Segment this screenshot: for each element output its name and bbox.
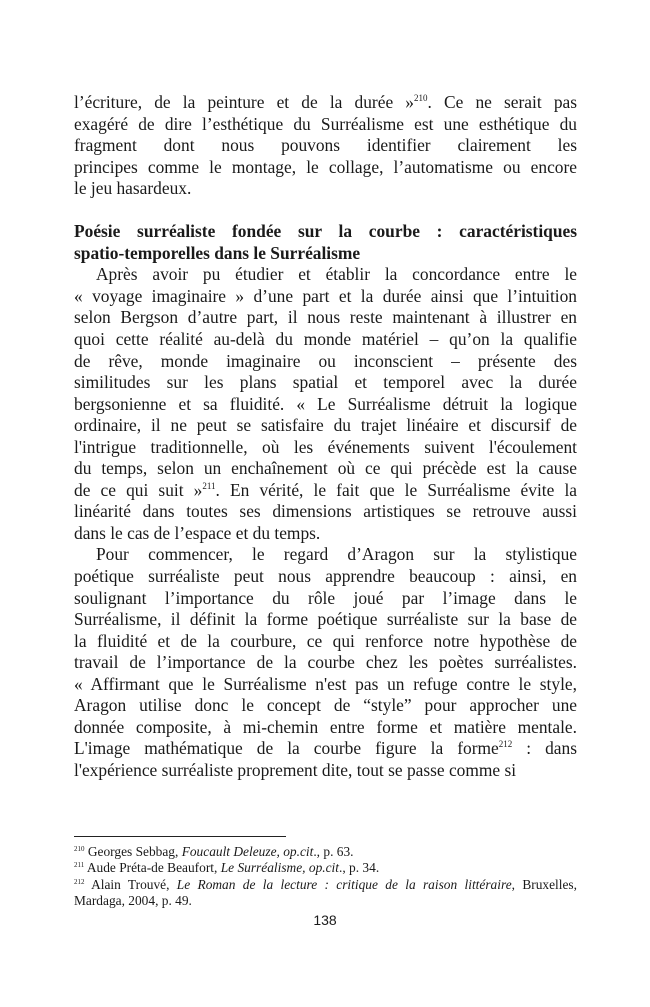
- footnote-ref[interactable]: 210: [414, 93, 428, 103]
- text-line: [74, 458, 577, 480]
- text-line: [74, 329, 577, 351]
- text-run: l'expérience surréaliste proprement dite, tout se passe comme si: [74, 759, 517, 780]
- text-run: . Ce ne serait pas: [427, 92, 577, 112]
- footnote-line: [74, 844, 577, 860]
- text-run: Mardaga, 2004, p. 49.: [74, 893, 192, 909]
- text-line: [74, 372, 577, 394]
- text-run: Alain Trouvé,: [84, 876, 177, 892]
- text-run: du temps, selon un enchaînement où ce qui précède est la cause: [74, 458, 577, 479]
- text-run: linéarité dans toutes ses dimensions artistiques se retrouve aussi: [74, 501, 577, 522]
- text-line: [74, 286, 577, 308]
- text-run: ., p. 63.: [313, 844, 354, 859]
- footnote-ref[interactable]: 210: [74, 845, 85, 853]
- text-run: « Affirmant que le Surréalisme n'est pas un refuge contre le style,: [74, 673, 577, 694]
- text-run: principes comme le montage, le collage, l’automatisme ou encore: [74, 156, 577, 177]
- text-run: travail de l’importance de la courbe chez les poètes surréalistes.: [74, 652, 577, 673]
- text-line: [74, 243, 577, 265]
- text-line: [74, 394, 577, 416]
- text-line: [74, 523, 577, 545]
- text-line: [74, 307, 577, 329]
- footnotes: [74, 844, 577, 910]
- text-run: : dans: [512, 738, 577, 759]
- text-run: Surréalisme, il définit la forme poétique surréaliste sur la base de: [74, 609, 577, 630]
- paragraph-bergson: [74, 264, 577, 544]
- footnote-line: [74, 877, 577, 893]
- text-run: ., p. 34.: [339, 860, 380, 876]
- text-line: [74, 480, 577, 502]
- text-line: [74, 631, 577, 653]
- page-number: 138: [313, 912, 337, 928]
- text-run: Après avoir pu étudier et établir la concordance entre le: [96, 264, 577, 285]
- text-run: donnée composite, à mi-chemin entre forme et matière mentale.: [74, 716, 577, 737]
- text-run: similitudes sur les plans spatial et temporel avec la durée: [74, 372, 577, 393]
- section-heading: [74, 221, 577, 264]
- text-run: quoi cette réalité au-delà du monde matériel – qu’on la qualifie: [74, 328, 577, 349]
- text-line: [74, 92, 577, 114]
- text-run: . En vérité, le fait que le Surréalisme évite la: [215, 479, 577, 500]
- text-line: [74, 674, 577, 696]
- text-run: , Bruxelles,: [511, 876, 577, 892]
- text-line: [74, 221, 577, 243]
- text-line: [74, 738, 577, 760]
- text-run: Pour commencer, le regard d’Aragon sur la stylistique: [96, 544, 577, 565]
- text-run: fragment dont nous pouvons identifier clairement les: [74, 135, 577, 156]
- footnote-ref[interactable]: 211: [74, 861, 85, 870]
- text-run: soulignant l’importance du rôle joué par l’image dans le: [74, 587, 577, 608]
- text-run: Poésie surréaliste fondée sur la courbe : caractéristiques: [74, 221, 577, 242]
- text-line: [74, 717, 577, 739]
- text-run: « voyage imaginaire » d’une part et la durée ainsi que l’intuition: [74, 285, 577, 306]
- paragraph-continuation: [74, 92, 577, 200]
- text-run: Aude Préta-de Beaufort,: [84, 860, 221, 876]
- footnote-line: [74, 893, 577, 909]
- text-line: [74, 501, 577, 523]
- footnote-ref[interactable]: 212: [498, 739, 513, 750]
- text-run: l'intrigue traditionnelle, où les événements suivent l'écoulement: [74, 436, 577, 457]
- text-run: Le Surréalisme, op.cit: [220, 860, 339, 876]
- text-run: Le Roman de la lecture : critique de la raison littéraire: [176, 876, 512, 892]
- text-line: [74, 415, 577, 437]
- text-line: [74, 695, 577, 717]
- text-run: bergsonienne et sa fluidité. « Le Surréalisme détruit la logique: [74, 393, 577, 414]
- text-line: [74, 760, 577, 782]
- text-line: [74, 264, 577, 286]
- text-line: [74, 652, 577, 674]
- body-text: [74, 92, 577, 781]
- text-run: poétique surréaliste peut nous apprendre beaucoup : ainsi, en: [74, 565, 577, 586]
- text-run: l’écriture, de la peinture et de la durée »: [74, 92, 414, 112]
- footnote-ref[interactable]: 212: [74, 877, 85, 886]
- text-line: [74, 351, 577, 373]
- text-line: [74, 178, 577, 200]
- text-run: ordinaire, il ne peut se satisfaire du trajet linéaire et discursif de: [74, 415, 577, 436]
- text-run: de ce qui suit »: [74, 479, 203, 500]
- footnote-ref[interactable]: 211: [202, 480, 216, 491]
- text-run: Foucault Deleuze, op.cit: [181, 844, 314, 859]
- text-line: [74, 609, 577, 631]
- footnote-line: [74, 860, 577, 876]
- text-run: Georges Sebbag,: [84, 844, 182, 859]
- text-line: [74, 135, 577, 157]
- text-line: [74, 588, 577, 610]
- text-run: spatio-temporelles dans le Surréalisme: [74, 242, 361, 263]
- text-line: [74, 114, 577, 136]
- text-run: la fluidité et de la courbure, ce qui renforce notre hypothèse de: [74, 630, 577, 651]
- paragraph-aragon: [74, 544, 577, 781]
- footnote-separator: [74, 836, 286, 837]
- text-line: [74, 566, 577, 588]
- text-line: [74, 544, 577, 566]
- text-run: exagéré de dire l’esthétique du Surréalisme est une esthétique du: [74, 113, 577, 134]
- text-run: selon Bergson d’autre part, il nous reste maintenant à illustrer en: [74, 307, 577, 328]
- text-line: [74, 437, 577, 459]
- text-run: le jeu hasardeux.: [74, 178, 192, 199]
- text-run: dans le cas de l’espace et du temps.: [74, 522, 321, 543]
- text-run: de rêve, monde imaginaire ou inconscient – présente des: [74, 350, 577, 371]
- text-run: L'image mathématique de la courbe figure la forme: [74, 738, 499, 759]
- text-line: [74, 157, 577, 179]
- text-run: Aragon utilise donc le concept de “style” pour approcher une: [74, 695, 577, 716]
